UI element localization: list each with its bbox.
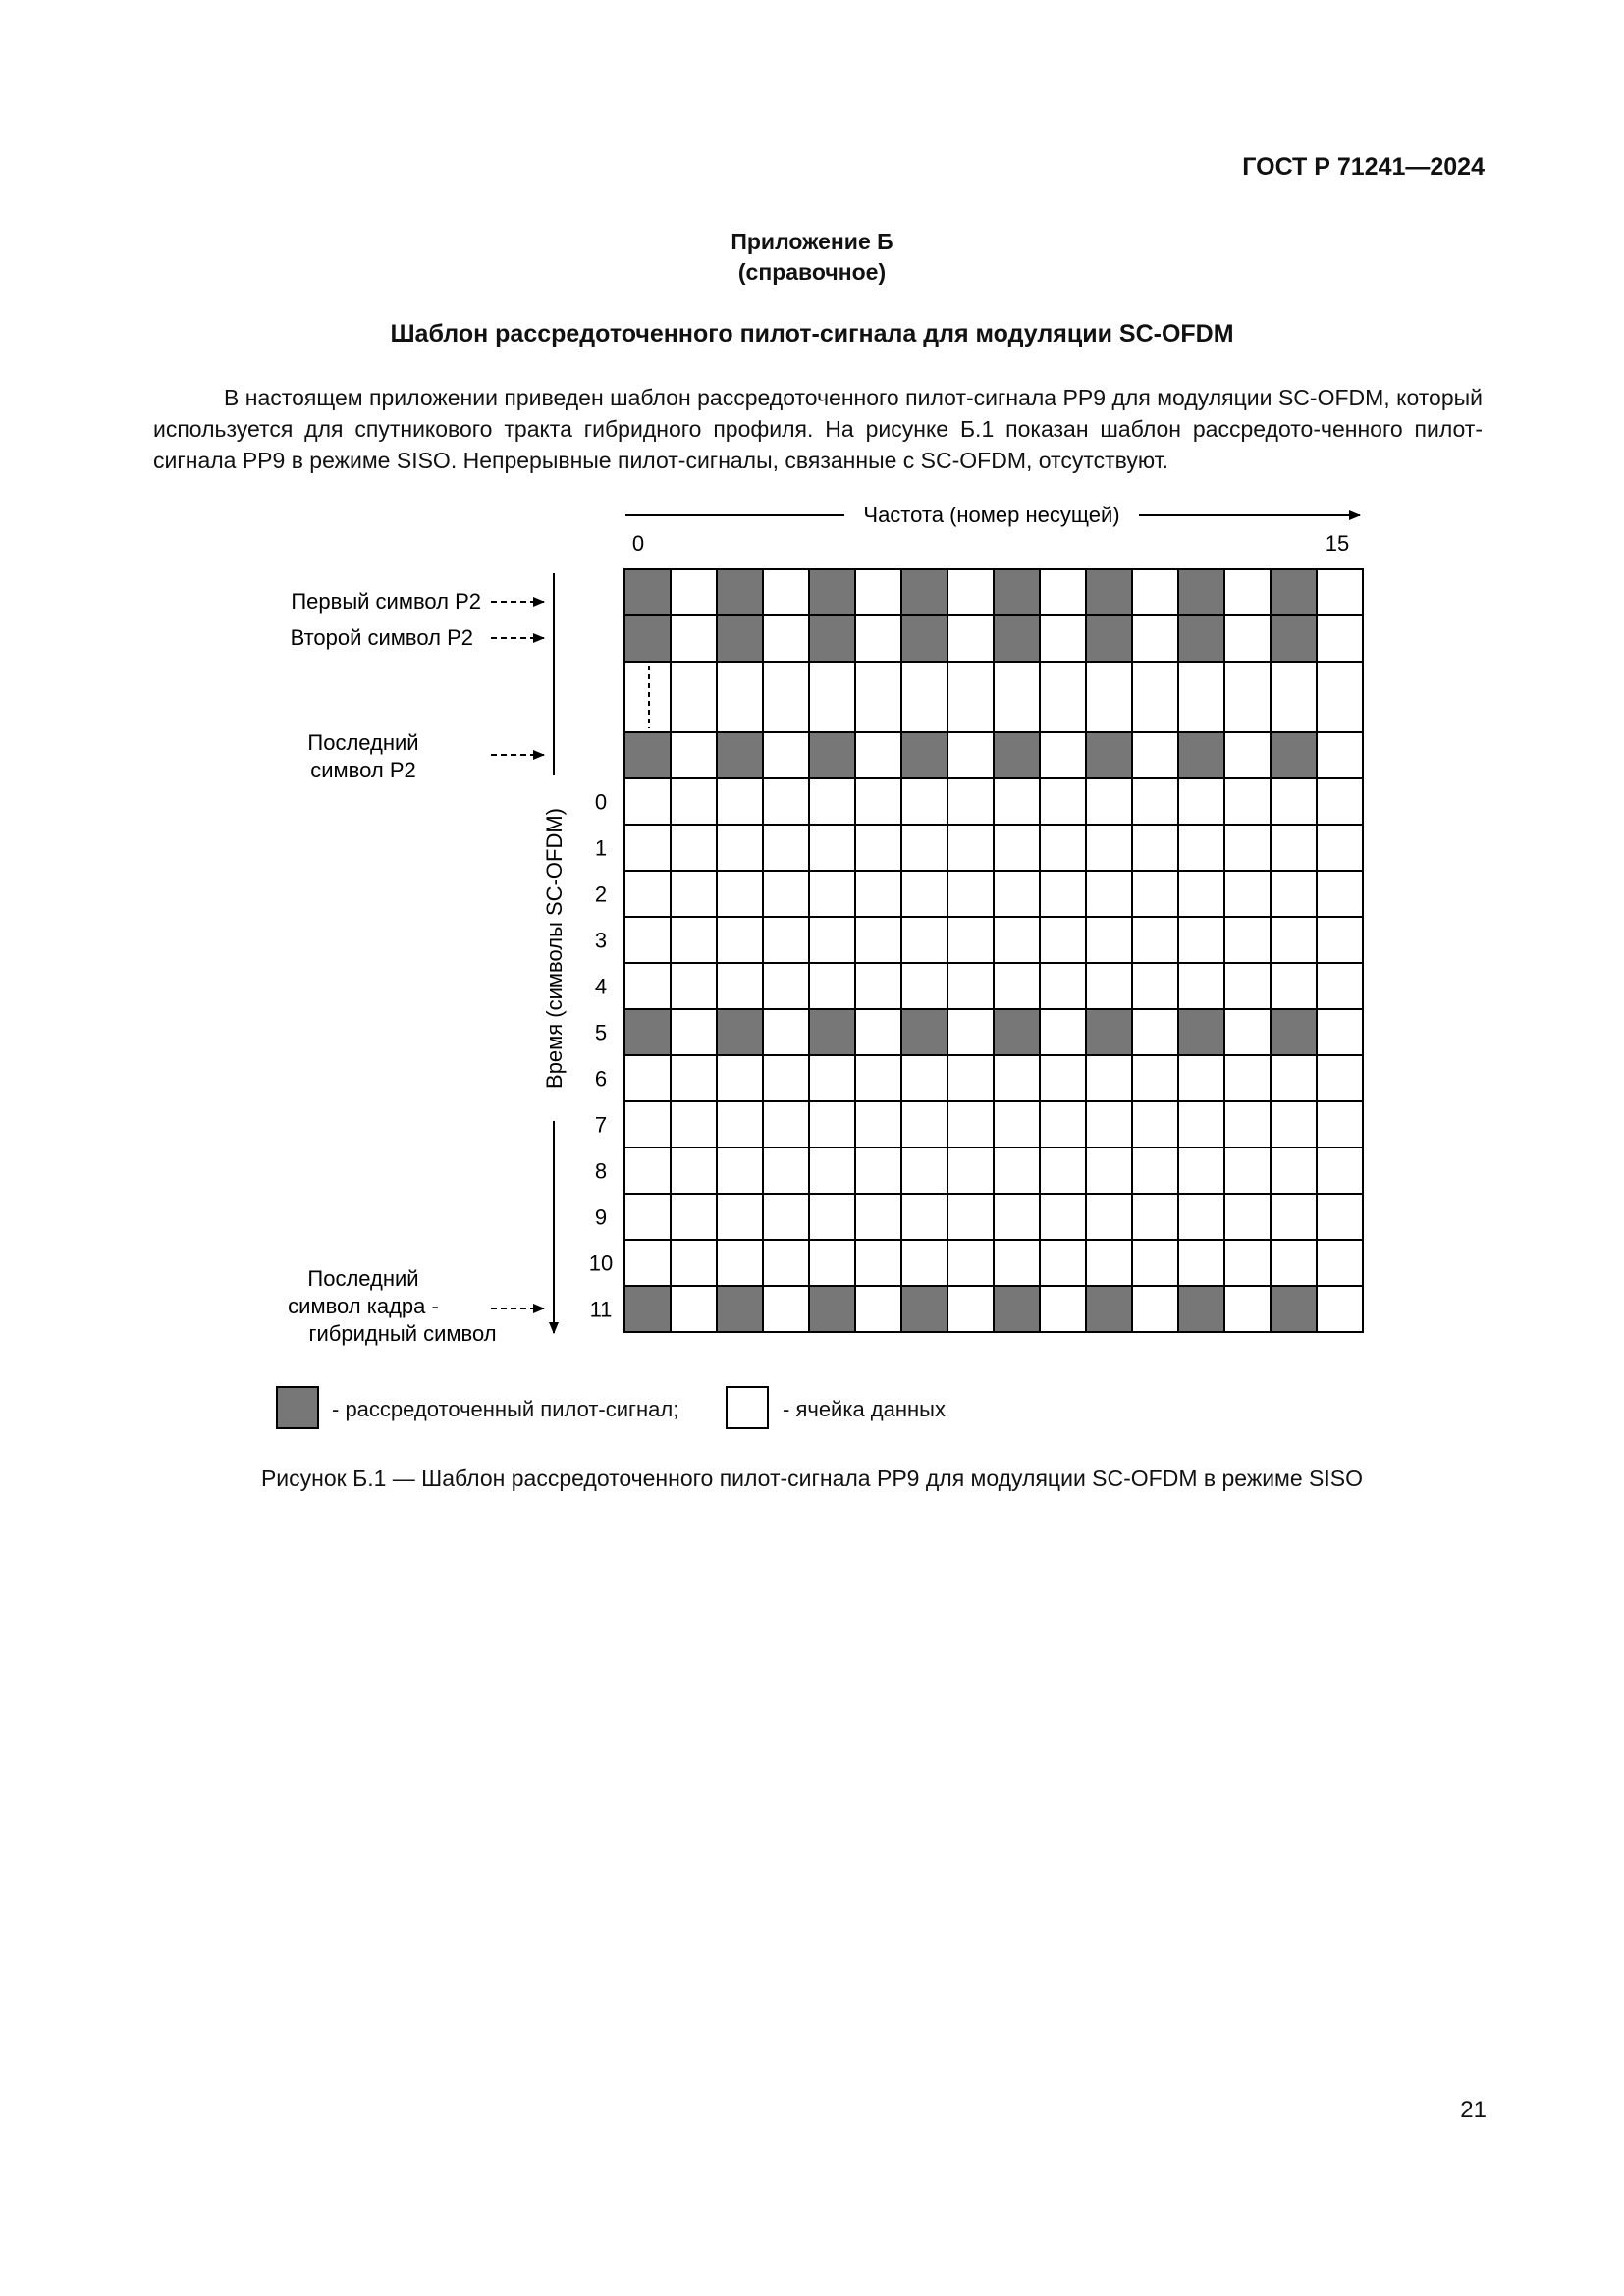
data-cell [1040, 825, 1086, 871]
symbol-row-label: 3 [594, 928, 608, 953]
data-cell [717, 1101, 763, 1148]
data-cell [1317, 1055, 1363, 1101]
data-cell [1317, 917, 1363, 963]
data-cell [1271, 917, 1317, 963]
figure-caption: Рисунок Б.1 — Шаблон рассредоточенного пилот-сигнала PP9 для модуляции SC-OFDM в режиме SISO [260, 1466, 1364, 1491]
data-cell [1271, 871, 1317, 917]
data-cell [1132, 1194, 1178, 1240]
data-cell [1271, 1055, 1317, 1101]
data-cell [809, 1055, 855, 1101]
data-cell [1132, 871, 1178, 917]
data-cell [671, 917, 717, 963]
data-cell [901, 917, 947, 963]
data-cell [1224, 1148, 1271, 1194]
data-cell [1040, 1101, 1086, 1148]
data-cell [671, 1286, 717, 1332]
data-cell [1040, 871, 1086, 917]
data-cell [624, 871, 671, 917]
last-frame-label-line3: гибридный символ [308, 1321, 497, 1346]
data-cell [1224, 825, 1271, 871]
pilot-cell [901, 569, 947, 615]
data-cell [1086, 963, 1132, 1009]
data-cell [1317, 662, 1363, 732]
data-cell [994, 917, 1040, 963]
data-cell [1132, 825, 1178, 871]
data-cell [1086, 917, 1132, 963]
pilot-cell [994, 1009, 1040, 1055]
pilot-cell [901, 1286, 947, 1332]
data-cell [855, 1055, 901, 1101]
data-cell [671, 1240, 717, 1286]
data-cell [809, 1101, 855, 1148]
last-p2-label-line2: символ P2 [310, 758, 416, 782]
data-cell [1178, 1240, 1224, 1286]
data-cell [1040, 1286, 1086, 1332]
pilot-cell [1178, 615, 1224, 662]
data-cell [1086, 1055, 1132, 1101]
data-cell [994, 1101, 1040, 1148]
data-cell [1132, 732, 1178, 778]
data-cell [1224, 963, 1271, 1009]
data-cell [1040, 778, 1086, 825]
data-cell [901, 1194, 947, 1240]
pilot-cell [717, 1286, 763, 1332]
pilot-cell [1086, 569, 1132, 615]
pilot-cell [624, 569, 671, 615]
symbol-row-label: 0 [594, 789, 608, 815]
data-cell [1317, 871, 1363, 917]
data-cell [947, 1148, 994, 1194]
pilot-cell [624, 615, 671, 662]
data-cell [855, 917, 901, 963]
symbol-row-label: 7 [594, 1112, 608, 1138]
symbol-row-label: 8 [594, 1158, 608, 1184]
data-cell [671, 662, 717, 732]
data-cell [901, 1055, 947, 1101]
data-cell [1178, 917, 1224, 963]
data-cell [1178, 1194, 1224, 1240]
data-cell [624, 963, 671, 1009]
data-cell [624, 662, 671, 732]
freq-axis-label: Частота (номер несущей) [863, 503, 1120, 527]
data-cell [671, 825, 717, 871]
data-cell [809, 778, 855, 825]
data-cell [624, 1148, 671, 1194]
data-cell [671, 871, 717, 917]
data-cell [901, 963, 947, 1009]
data-cell [901, 825, 947, 871]
pilot-cell [1086, 732, 1132, 778]
data-cell [763, 917, 809, 963]
freq-start-label: 0 [631, 531, 645, 556]
pilot-cell [1178, 1286, 1224, 1332]
data-cell [1224, 1055, 1271, 1101]
data-cell [994, 1240, 1040, 1286]
data-cell [1132, 1055, 1178, 1101]
second-p2-label: Второй символ P2 [290, 625, 473, 650]
data-cell [1086, 825, 1132, 871]
pilot-cell [809, 1009, 855, 1055]
data-cell [624, 1240, 671, 1286]
data-cell [994, 662, 1040, 732]
data-cell [947, 963, 994, 1009]
pilot-cell [624, 732, 671, 778]
last-p2-label-line1: Последний [307, 730, 419, 755]
pilot-cell [1271, 1009, 1317, 1055]
data-cell [855, 871, 901, 917]
data-cell [624, 1194, 671, 1240]
data-cell [624, 1055, 671, 1101]
pilot-cell [717, 1009, 763, 1055]
data-cell [1224, 732, 1271, 778]
pilot-cell [901, 732, 947, 778]
data-cell [1132, 1101, 1178, 1148]
data-cell [994, 871, 1040, 917]
legend-data-label: - ячейка данных [783, 1397, 946, 1421]
paragraph-text: В настоящем приложении приведен шаблон рассредоточенного пилот-сигнала PP9 для модуляции SC-OFDM, который используется для спутникового тракта гибридного профиля. На рисунке Б.1 показан шаблон рассредото-ченного пилот-сигнала PP9 в режиме SISO. Непрерывные пилот-сигналы, связанные с SC-OFDM, отсутствуют. [153, 385, 1483, 473]
data-cell [763, 732, 809, 778]
pilot-cell [1086, 1009, 1132, 1055]
data-cell [1271, 662, 1317, 732]
data-cell [1132, 1240, 1178, 1286]
data-cell [1040, 569, 1086, 615]
data-cell [1040, 1055, 1086, 1101]
data-cell [671, 778, 717, 825]
page-number: 21 [1460, 2097, 1487, 2123]
data-cell [947, 1101, 994, 1148]
pilot-cell [1178, 732, 1224, 778]
data-cell [1040, 662, 1086, 732]
data-cell [947, 662, 994, 732]
data-cell [671, 732, 717, 778]
data-cell [901, 871, 947, 917]
data-cell [763, 871, 809, 917]
data-cell [1132, 569, 1178, 615]
data-cell [947, 615, 994, 662]
data-cell [1317, 732, 1363, 778]
data-cell [1132, 963, 1178, 1009]
data-cell [1317, 1286, 1363, 1332]
data-cell [1086, 1101, 1132, 1148]
data-cell [671, 615, 717, 662]
legend-pilot-swatch [276, 1386, 319, 1429]
data-cell [1271, 1240, 1317, 1286]
pilot-cell [1271, 615, 1317, 662]
data-cell [1271, 963, 1317, 1009]
time-axis-label: Время (символы SC-OFDM) [542, 808, 567, 1089]
data-cell [994, 1055, 1040, 1101]
data-cell [855, 825, 901, 871]
data-cell [855, 1286, 901, 1332]
data-cell [671, 1101, 717, 1148]
pilot-cell [994, 569, 1040, 615]
data-cell [763, 1009, 809, 1055]
data-cell [1224, 1240, 1271, 1286]
data-cell [1178, 662, 1224, 732]
data-cell [1040, 917, 1086, 963]
data-cell [717, 1148, 763, 1194]
pilot-cell [1086, 615, 1132, 662]
data-cell [1224, 778, 1271, 825]
data-cell [809, 825, 855, 871]
symbol-row-label: 11 [589, 1297, 613, 1322]
pilot-cell [901, 615, 947, 662]
data-cell [1224, 871, 1271, 917]
data-cell [1224, 569, 1271, 615]
data-cell [1132, 615, 1178, 662]
data-cell [1086, 1240, 1132, 1286]
data-cell [809, 1240, 855, 1286]
data-cell [763, 825, 809, 871]
data-cell [763, 1101, 809, 1148]
data-cell [1086, 1194, 1132, 1240]
data-cell [1224, 615, 1271, 662]
data-cell [717, 662, 763, 732]
data-cell [994, 1194, 1040, 1240]
data-cell [1132, 662, 1178, 732]
data-cell [1271, 1148, 1317, 1194]
pilot-cell [809, 732, 855, 778]
data-cell [763, 1286, 809, 1332]
data-cell [994, 825, 1040, 871]
data-cell [1132, 1148, 1178, 1194]
data-cell [855, 963, 901, 1009]
pilot-cell [717, 732, 763, 778]
pilot-cell [1086, 1286, 1132, 1332]
data-cell [1132, 778, 1178, 825]
data-cell [1040, 615, 1086, 662]
standard-header: ГОСТ Р 71241—2024 [1242, 153, 1485, 181]
data-cell [855, 732, 901, 778]
legend-data-swatch [726, 1386, 769, 1429]
pilot-cell [717, 569, 763, 615]
symbol-row-label: 5 [594, 1020, 608, 1045]
data-cell [809, 917, 855, 963]
data-cell [855, 1194, 901, 1240]
data-cell [1224, 1286, 1271, 1332]
data-cell [624, 825, 671, 871]
symbol-row-label: 6 [594, 1066, 608, 1092]
pilot-cell [1178, 569, 1224, 615]
data-cell [947, 732, 994, 778]
data-cell [1317, 1240, 1363, 1286]
data-cell [624, 778, 671, 825]
data-cell [671, 1055, 717, 1101]
last-frame-label-line1: Последний [307, 1266, 419, 1291]
data-cell [763, 778, 809, 825]
data-cell [1040, 732, 1086, 778]
pilot-cell [1178, 1009, 1224, 1055]
data-cell [901, 1148, 947, 1194]
annex-subtitle: (справочное) [737, 259, 887, 285]
symbol-row-labels [589, 790, 613, 1322]
data-cell [763, 569, 809, 615]
data-cell [855, 662, 901, 732]
data-cell [947, 1009, 994, 1055]
data-cell [1178, 825, 1224, 871]
symbol-row-label: 1 [594, 835, 608, 861]
data-cell [1317, 1148, 1363, 1194]
data-cell [763, 1240, 809, 1286]
data-cell [855, 1240, 901, 1286]
data-cell [901, 1101, 947, 1148]
data-cell [1040, 1194, 1086, 1240]
data-cell [1317, 778, 1363, 825]
data-cell [855, 1101, 901, 1148]
data-cell [947, 1194, 994, 1240]
data-cell [1040, 1240, 1086, 1286]
data-cell [947, 871, 994, 917]
data-cell [1086, 871, 1132, 917]
annex-title: Приложение Б [731, 229, 893, 254]
data-cell [901, 662, 947, 732]
data-cell [947, 917, 994, 963]
data-cell [947, 778, 994, 825]
data-cell [855, 1148, 901, 1194]
data-cell [1086, 662, 1132, 732]
data-cell [1086, 778, 1132, 825]
data-cell [1271, 1101, 1317, 1148]
data-cell [809, 1194, 855, 1240]
data-cell [1317, 615, 1363, 662]
data-cell [624, 917, 671, 963]
legend-pilot-label: - рассредоточенный пилот-сигнал; [332, 1397, 679, 1421]
data-cell [717, 1055, 763, 1101]
data-cell [855, 569, 901, 615]
pilot-cell [994, 615, 1040, 662]
data-cell [855, 1009, 901, 1055]
data-cell [1271, 778, 1317, 825]
data-cell [901, 1240, 947, 1286]
data-cell [809, 1148, 855, 1194]
data-cell [1040, 1148, 1086, 1194]
pilot-cell [809, 569, 855, 615]
data-cell [994, 1148, 1040, 1194]
data-cell [901, 778, 947, 825]
pilot-cell [1271, 569, 1317, 615]
data-cell [671, 1194, 717, 1240]
data-cell [1178, 1101, 1224, 1148]
data-cell [1132, 1009, 1178, 1055]
symbol-row-label: 4 [594, 974, 608, 999]
first-p2-label: Первый символ P2 [291, 589, 481, 614]
data-cell [1178, 871, 1224, 917]
data-cell [1178, 778, 1224, 825]
data-cell [1178, 1055, 1224, 1101]
data-cell [763, 1194, 809, 1240]
data-cell [947, 569, 994, 615]
data-cell [994, 963, 1040, 1009]
data-cell [1178, 963, 1224, 1009]
data-cell [855, 778, 901, 825]
data-cell [624, 1101, 671, 1148]
data-cell [671, 1009, 717, 1055]
pilot-cell [1271, 1286, 1317, 1332]
data-cell [1224, 1194, 1271, 1240]
data-cell [717, 778, 763, 825]
data-cell [1271, 825, 1317, 871]
data-cell [717, 1240, 763, 1286]
data-cell [809, 662, 855, 732]
symbol-row-label: 10 [588, 1251, 614, 1276]
data-cell [1224, 1101, 1271, 1148]
data-cell [671, 1148, 717, 1194]
data-cell [809, 871, 855, 917]
pilot-cell [1271, 732, 1317, 778]
data-cell [763, 963, 809, 1009]
pilot-cell [717, 615, 763, 662]
data-cell [994, 778, 1040, 825]
freq-end-label: 15 [1325, 531, 1350, 556]
data-cell [717, 871, 763, 917]
data-cell [1178, 1148, 1224, 1194]
data-cell [1132, 1286, 1178, 1332]
data-cell [1132, 917, 1178, 963]
data-cell [947, 1240, 994, 1286]
data-cell [1317, 1009, 1363, 1055]
data-cell [809, 963, 855, 1009]
data-cell [1317, 1101, 1363, 1148]
symbol-row-label: 9 [594, 1204, 608, 1230]
last-frame-label-line2: символ кадра - [288, 1294, 439, 1318]
data-cell [1317, 825, 1363, 871]
pilot-cell [624, 1009, 671, 1055]
data-cell [717, 1194, 763, 1240]
data-cell [1086, 1148, 1132, 1194]
pilot-grid [624, 569, 1363, 1332]
pilot-cell [901, 1009, 947, 1055]
data-cell [1224, 1009, 1271, 1055]
data-cell [1271, 1194, 1317, 1240]
data-cell [1317, 963, 1363, 1009]
data-cell [1224, 917, 1271, 963]
data-cell [947, 1055, 994, 1101]
symbol-row-label: 2 [594, 881, 608, 907]
data-cell [855, 615, 901, 662]
data-cell [763, 1148, 809, 1194]
data-cell [1040, 1009, 1086, 1055]
data-cell [1317, 569, 1363, 615]
data-cell [763, 1055, 809, 1101]
data-cell [1317, 1194, 1363, 1240]
data-cell [763, 615, 809, 662]
pilot-cell [809, 615, 855, 662]
pilot-cell [624, 1286, 671, 1332]
data-cell [671, 569, 717, 615]
data-cell [1040, 963, 1086, 1009]
pilot-cell [994, 1286, 1040, 1332]
data-cell [947, 825, 994, 871]
data-cell [717, 963, 763, 1009]
pilot-cell [994, 732, 1040, 778]
data-cell [763, 662, 809, 732]
data-cell [717, 917, 763, 963]
data-cell [947, 1286, 994, 1332]
data-cell [717, 825, 763, 871]
data-cell [1224, 662, 1271, 732]
pilot-cell [809, 1286, 855, 1332]
section-title: Шаблон рассредоточенного пилот-сигнала для модуляции SC-OFDM [390, 320, 1234, 347]
data-cell [671, 963, 717, 1009]
